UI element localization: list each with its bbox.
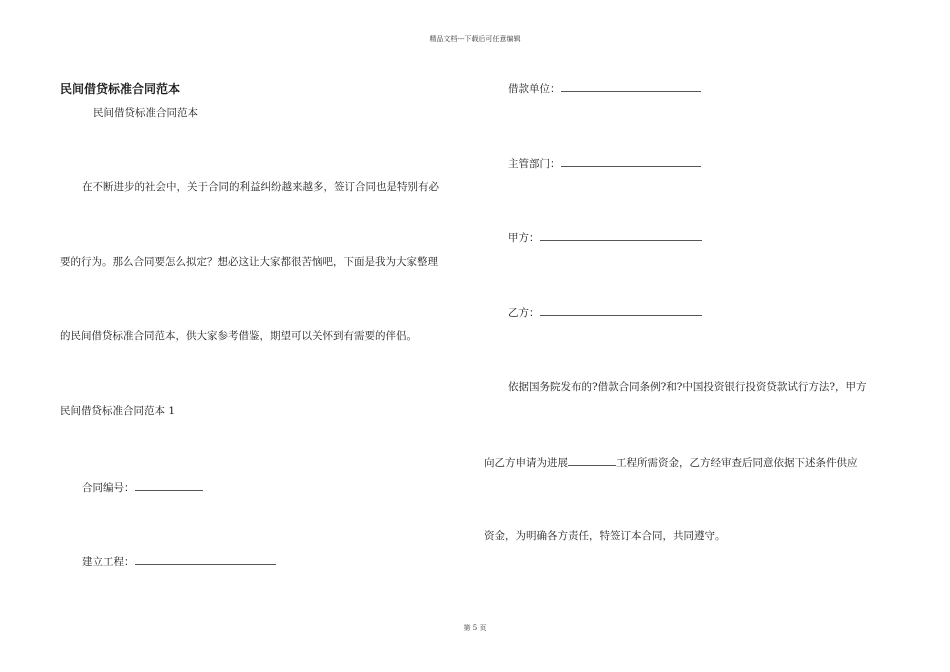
clause-line-2-prefix: 向乙方申请为进展 bbox=[484, 457, 568, 469]
borrower-label: 借款单位： bbox=[508, 83, 561, 95]
contract-number-field bbox=[82, 480, 203, 495]
intro-paragraph-line-3: 的民间借贷标准合同范本，供大家参考借鉴，期望可以关怀到有需要的伴侣。 bbox=[60, 330, 417, 342]
clause-line-2-suffix: 工程所需资金，乙方经审查后同意依据下述条件供应 bbox=[616, 457, 858, 469]
department-blank bbox=[561, 156, 701, 167]
document-subtitle: 民间借贷标准合同范本 bbox=[93, 107, 198, 119]
clause-line-2 bbox=[484, 455, 858, 470]
clause-line-1: 依据国务院发布的?借款合同条例?和?中国投资银行投资贷款试行方法?，甲方 bbox=[508, 381, 867, 393]
page-header: 精品文档---下载后可任意编辑 bbox=[429, 35, 521, 43]
project-blank bbox=[135, 554, 276, 565]
party-b-field bbox=[508, 305, 702, 320]
document-title: 民间借贷标准合同范本 bbox=[60, 82, 181, 96]
contract-number-blank bbox=[135, 480, 203, 491]
borrower-field bbox=[508, 81, 701, 96]
party-a-label: 甲方： bbox=[508, 232, 540, 244]
department-field bbox=[508, 156, 701, 171]
intro-paragraph-line-2: 要的行为。那么合同要怎么拟定？想必这让大家都很苦恼吧，下面是我为大家整理 bbox=[60, 256, 438, 268]
clause-line-3: 资金，为明确各方责任，特签订本合同，共同遵守。 bbox=[484, 530, 726, 542]
contract-number-label: 合同编号： bbox=[82, 482, 135, 494]
project-label: 建立工程： bbox=[82, 556, 135, 568]
intro-paragraph-line-1: 在不断进步的社会中，关于合同的利益纠纷越来越多，签订合同也是特别有必 bbox=[82, 181, 439, 193]
party-a-blank bbox=[540, 230, 702, 241]
page-number: 第 5 页 bbox=[463, 624, 487, 632]
party-b-label: 乙方： bbox=[508, 307, 540, 319]
party-a-field bbox=[508, 230, 702, 245]
borrower-blank bbox=[561, 81, 701, 92]
party-b-blank bbox=[540, 305, 702, 316]
project-name-blank bbox=[568, 455, 616, 466]
section-heading: 民间借贷标准合同范本 1 bbox=[60, 405, 176, 417]
project-field bbox=[82, 554, 276, 569]
department-label: 主管部门： bbox=[508, 158, 561, 170]
